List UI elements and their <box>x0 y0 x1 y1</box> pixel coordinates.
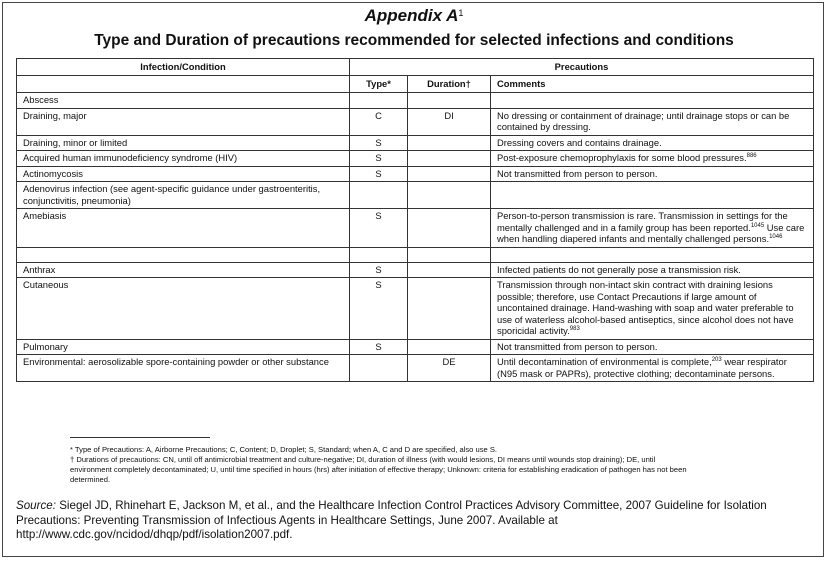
type-cell: C <box>350 108 408 135</box>
duration-cell <box>408 93 491 109</box>
duration-cell: DE <box>408 355 491 382</box>
source-citation <box>16 499 811 543</box>
comments-cell: Post-exposure chemoprophylaxis for some blood pressures.$^{886}$ <box>491 151 814 167</box>
type-cell <box>350 247 408 262</box>
header-row-top <box>17 59 814 76</box>
comments-cell: Person-to-person transmission is rare. Transmission in settings for the mentally challenged and in a family group has been reported.$^{1045}$ Use care when handling diapered infants and mentally challenged persons.$^{1046}$ <box>491 209 814 248</box>
condition-cell: Environmental: aerosolizable spore-containing powder or other substance <box>17 355 350 382</box>
type-cell <box>350 182 408 209</box>
reference-superscript: 1045 <box>750 222 765 229</box>
condition-cell: Abscess <box>17 93 350 109</box>
table-row <box>17 209 814 248</box>
type-cell <box>350 355 408 382</box>
header-comments: Comments <box>491 76 814 93</box>
reference-superscript: 983 <box>569 326 580 332</box>
condition-cell <box>17 247 350 262</box>
table-row <box>17 93 814 109</box>
header-blank <box>17 76 350 93</box>
table-subtitle: Type and Duration of precautions recommended for selected infections and conditions <box>94 32 734 49</box>
type-cell <box>350 93 408 109</box>
comments-cell <box>491 247 814 262</box>
appendix-title: Appendix $A^1$ <box>364 6 464 25</box>
type-cell: S <box>350 209 408 248</box>
condition-cell: Draining, minor or limited <box>17 135 350 151</box>
type-cell: S <box>350 135 408 151</box>
header-row-sub <box>17 76 814 93</box>
condition-cell: Draining, major <box>17 108 350 135</box>
type-cell: S <box>350 262 408 278</box>
reference-superscript: 1046 <box>769 234 783 240</box>
source-label: Source: <box>16 499 56 512</box>
duration-cell <box>408 182 491 209</box>
condition-cell: Amebiasis <box>17 209 350 248</box>
comments-cell: Transmission through non-intact skin contract with draining lesions possible; therefore, use Contact Precautions if large amount of uncontained drainage. Hand-washing with soap and water preferable to use of waterless alcohol-based antiseptics, since alcohol does not have sporicidal activity.$^{983}$ <box>491 278 814 340</box>
condition-cell: Cutaneous <box>17 278 350 340</box>
duration-cell: DI <box>408 108 491 135</box>
type-cell: S <box>350 151 408 167</box>
condition-cell: Actinomycosis <box>17 166 350 182</box>
source-text: Siegel JD, Rhinehart E, Jackson M, et al., and the Healthcare Infection Control Practices Advisory Committee, 2007 Guideline for Isolation Precautions: Preventing Transmission of Infectious Agents in Healthcare Settings, June 2007. Available at http://www.cdc.gov/ncidod/dhqp/pdf/isolation2007.pdf. <box>16 499 767 541</box>
table-row <box>17 278 814 340</box>
appendix-superscript: 1 <box>458 8 464 18</box>
comments-cell: Until decontamination of environmental is complete,$^{203}$ wear respirator (N95 mask or PAPRs), protective clothing; decontaminate persons. <box>491 355 814 382</box>
condition-cell: Pulmonary <box>17 339 350 355</box>
comments-cell: Dressing covers and contains drainage. <box>491 135 814 151</box>
duration-cell <box>408 278 491 340</box>
comments-cell <box>491 182 814 209</box>
header-infection-condition: Infection/Condition <box>17 59 350 76</box>
comments-cell: Not transmitted from person to person. <box>491 339 814 355</box>
duration-cell <box>408 151 491 167</box>
header-type: Type* <box>350 76 408 93</box>
table-row <box>17 151 814 167</box>
header-duration: Duration† <box>408 76 491 93</box>
duration-cell <box>408 209 491 248</box>
duration-cell <box>408 135 491 151</box>
duration-cell <box>408 262 491 278</box>
table-row <box>17 247 814 262</box>
reference-superscript: 886 <box>746 153 757 159</box>
footnote-divider <box>70 437 210 438</box>
table-row <box>17 108 814 135</box>
footnote-duration: † Durations of precautions: CN, until off antimicrobial treatment and culture-negative; DI, duration of illness (with would lesions, DI means until wounds stop draining); DE, until environment completely decontaminated; U, until time specified in hours (hrs) after initiation of effective therapy; Unknown: criteria for establishing eradication of pathogen has not been determined. <box>70 455 687 484</box>
duration-cell <box>408 166 491 182</box>
table-row <box>17 355 814 382</box>
comments-cell <box>491 93 814 109</box>
condition-cell: Anthrax <box>17 262 350 278</box>
table-row <box>17 339 814 355</box>
header-precautions: Precautions <box>350 59 814 76</box>
comments-cell: No dressing or containment of drainage; until drainage stops or can be contained by dressing. <box>491 108 814 135</box>
type-cell: S <box>350 278 408 340</box>
reference-superscript: 203 <box>711 357 722 363</box>
type-cell: S <box>350 166 408 182</box>
table-row <box>17 182 814 209</box>
table-row <box>17 166 814 182</box>
table-row <box>17 135 814 151</box>
duration-cell <box>408 247 491 262</box>
footnote-type: * Type of Precautions: A, Airborne Precautions; C, Content; D, Droplet; S, Standard; when A, C and D are specified, also use S. <box>70 445 498 454</box>
condition-cell: Adenovirus infection (see agent-specific guidance under gastroenteritis, conjunctivitis, pneumonia) <box>17 182 350 209</box>
type-cell: S <box>350 339 408 355</box>
comments-cell: Not transmitted from person to person. <box>491 166 814 182</box>
table-row <box>17 262 814 278</box>
condition-cell: Acquired human immunodeficiency syndrome (HIV) <box>17 151 350 167</box>
footnotes <box>70 445 690 485</box>
comments-cell: Infected patients do not generally pose a transmission risk. <box>491 262 814 278</box>
precautions-table <box>16 58 814 382</box>
duration-cell <box>408 339 491 355</box>
